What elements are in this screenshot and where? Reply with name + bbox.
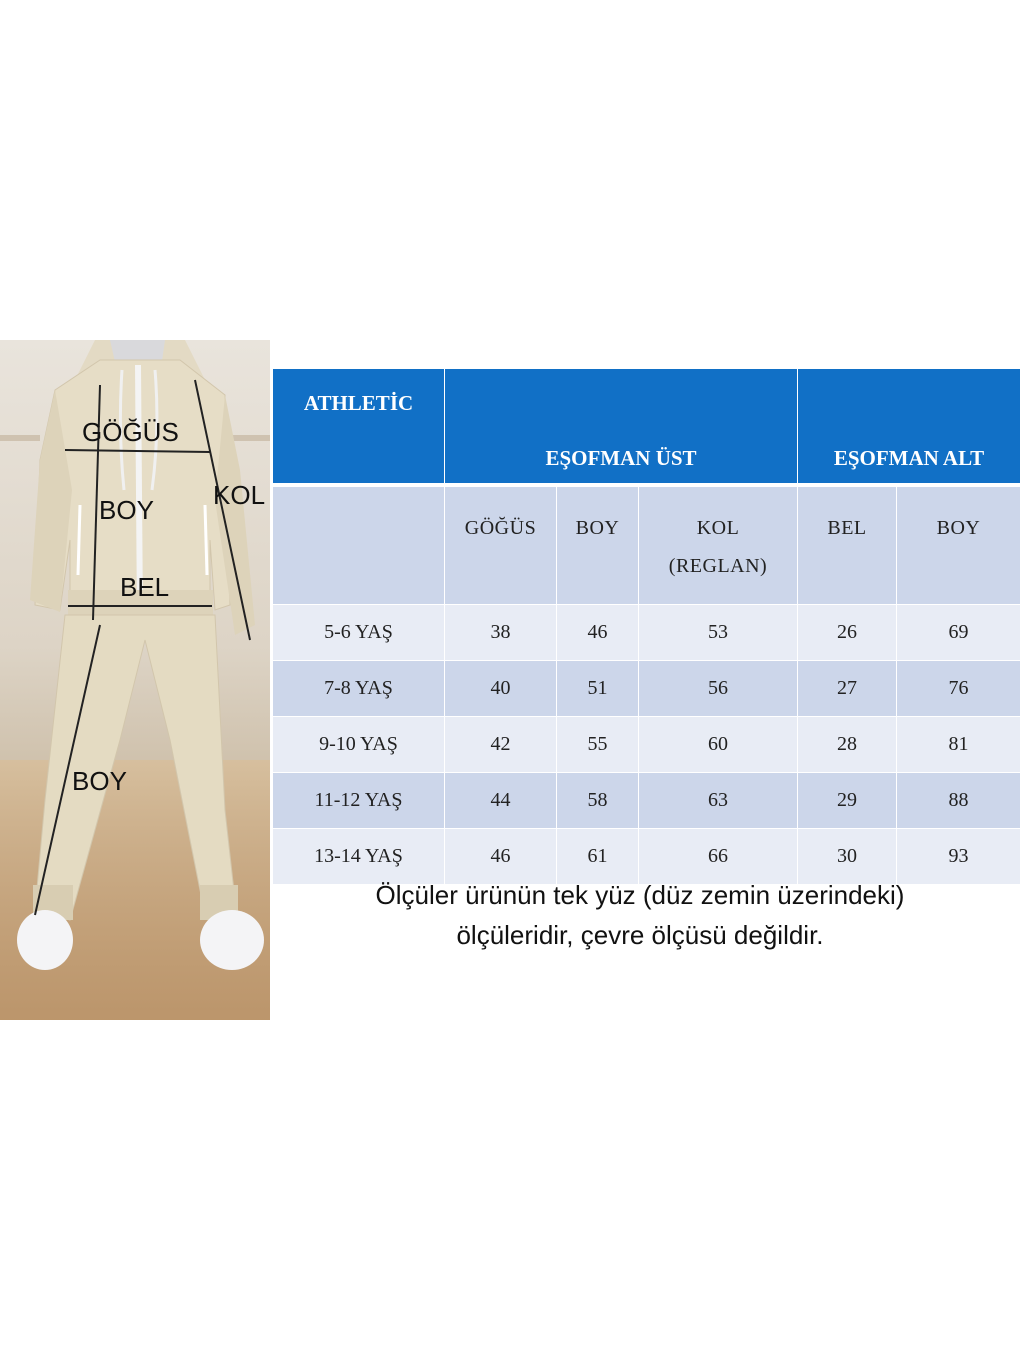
age-cell: 9-10 YAŞ [273, 717, 445, 773]
waist-cell: 26 [798, 605, 897, 661]
chest-cell: 38 [445, 605, 557, 661]
waist-cell: 27 [798, 661, 897, 717]
column-header-row [273, 485, 1020, 605]
top-length-label: BOY [99, 495, 154, 525]
age-cell: 5-6 YAŞ [273, 605, 445, 661]
sleeve-cell: 56 [639, 661, 798, 717]
column-header-sleeve [639, 485, 798, 605]
column-header-top-length: BOY [557, 485, 639, 605]
group-header-top: EŞOFMAN ÜST [445, 369, 798, 486]
chest-label: GÖĞÜS [82, 417, 179, 447]
chest-cell: 42 [445, 717, 557, 773]
pants-length-label: BOY [72, 766, 127, 796]
column-header-chest: GÖĞÜS [445, 485, 557, 605]
age-cell: 13-14 YAŞ [273, 829, 445, 885]
sleeve-cell: 66 [639, 829, 798, 885]
table-header-row [273, 369, 1020, 486]
age-cell: 7-8 YAŞ [273, 661, 445, 717]
chest-cell: 40 [445, 661, 557, 717]
top-length-cell: 55 [557, 717, 639, 773]
bottom-length-cell: 88 [897, 773, 1020, 829]
column-header-waist: BEL [798, 485, 897, 605]
sleeve-cell: 63 [639, 773, 798, 829]
table-row [273, 605, 1020, 661]
sleeve-cell: 53 [639, 605, 798, 661]
chest-cell: 44 [445, 773, 557, 829]
chest-cell: 46 [445, 829, 557, 885]
size-chart-table [272, 368, 1020, 885]
table-row [273, 717, 1020, 773]
bottom-length-cell: 81 [897, 717, 1020, 773]
waist-cell: 29 [798, 773, 897, 829]
group-header-bottom: EŞOFMAN ALT [798, 369, 1020, 486]
product-photo [0, 340, 270, 1020]
column-header-age [273, 485, 445, 605]
waist-cell: 28 [798, 717, 897, 773]
measurement-note-line-2: ölçüleridir, çevre ölçüsü değildir. [456, 920, 824, 950]
bottom-length-cell: 76 [897, 661, 1020, 717]
column-header-sleeve-note: (REGLAN) [668, 555, 768, 577]
top-length-cell: 58 [557, 773, 639, 829]
waist-label: BEL [120, 572, 170, 602]
measurement-note-line-1: Ölçüler ürünün tek yüz (düz zemin üzerindeki) [375, 880, 905, 910]
top-length-cell: 51 [557, 661, 639, 717]
waist-cell: 30 [798, 829, 897, 885]
sleeve-cell: 60 [639, 717, 798, 773]
table-row [273, 773, 1020, 829]
measurement-note [330, 875, 950, 955]
column-header-sleeve-label: KOL [696, 517, 740, 539]
bottom-length-cell: 69 [897, 605, 1020, 661]
table-row [273, 661, 1020, 717]
column-header-bottom-length: BOY [897, 485, 1020, 605]
top-length-cell: 61 [557, 829, 639, 885]
sleeve-label: KOL [213, 480, 266, 510]
top-length-cell: 46 [557, 605, 639, 661]
brand-title: ATHLETİC [273, 369, 445, 486]
age-cell: 11-12 YAŞ [273, 773, 445, 829]
bottom-length-cell: 93 [897, 829, 1020, 885]
